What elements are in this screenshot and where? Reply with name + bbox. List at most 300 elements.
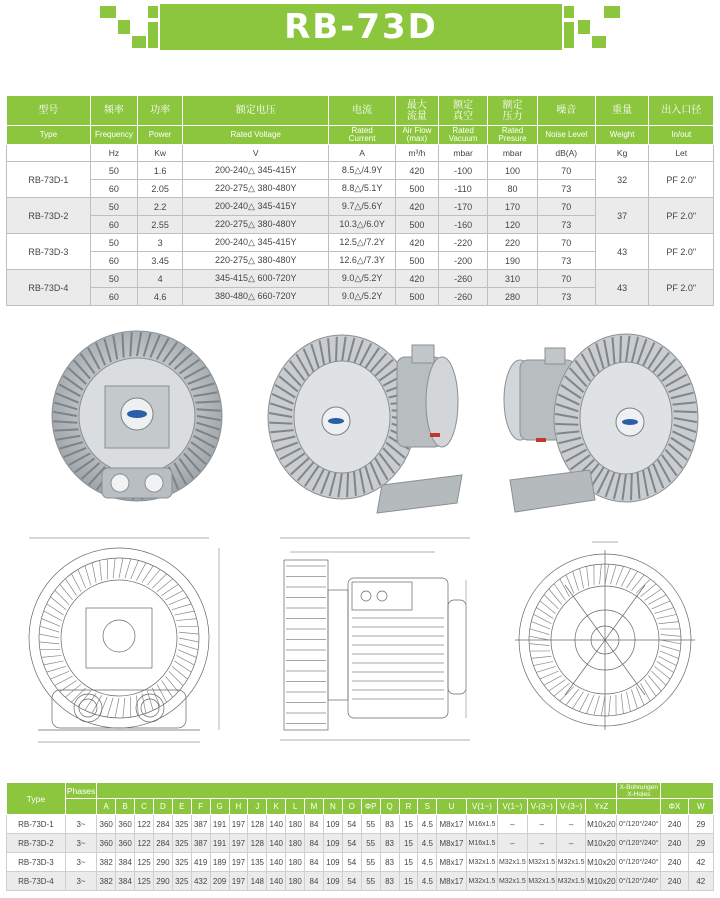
spec-unit-cell: A — [329, 145, 396, 162]
dim-cell: 325 — [172, 834, 191, 853]
fin-line — [674, 411, 697, 412]
dim-cell: 128 — [248, 834, 267, 853]
dim-col-header: E — [172, 799, 191, 815]
dim-col-header: F — [191, 799, 210, 815]
spec-type-cell: RB-73D-2 — [7, 198, 91, 234]
spec-cell-power: 2.05 — [138, 180, 183, 198]
spec-body — [7, 162, 714, 306]
dim-cell: M32x1.5 — [556, 853, 585, 872]
spec-cell-noise: 73 — [537, 216, 595, 234]
spec-header-en-cell: Rated Current — [329, 126, 396, 145]
spec-cell-vacuum: -200 — [438, 252, 487, 270]
fin-line — [336, 337, 337, 362]
fin-line — [659, 622, 679, 624]
dim-header-top — [7, 783, 714, 799]
fin-line — [50, 671, 69, 679]
fin-line — [176, 619, 196, 621]
spec-cell-pressure: 220 — [488, 234, 537, 252]
spec-cell-current: 9.0△/5.2Y — [329, 288, 396, 306]
spec-cell-pressure: 190 — [488, 252, 537, 270]
fin-line — [654, 608, 673, 614]
fin-line — [610, 565, 616, 584]
spec-cell-current: 9.0△/5.2Y — [329, 270, 396, 288]
dim-cell: 360 — [116, 815, 135, 834]
spec-header-zh-cell: 额定 压力 — [488, 96, 537, 126]
dim-col-header: S — [418, 799, 437, 815]
dim-col-header: A — [97, 799, 116, 815]
spec-unit-cell: mbar — [488, 145, 537, 162]
spec-cell-pressure: 310 — [488, 270, 537, 288]
spec-header-zh-cell: 电流 — [329, 96, 396, 126]
spec-header-en-cell: Rated Vacuum — [438, 126, 487, 145]
dim-cell: – — [498, 815, 527, 834]
dim-cell: 325 — [172, 872, 191, 891]
spec-row — [7, 270, 714, 288]
spec-cell-flow: 500 — [395, 288, 438, 306]
dim-cell: 180 — [286, 834, 305, 853]
fin-line — [601, 696, 605, 716]
spec-cell-pressure: 80 — [488, 180, 537, 198]
fin-line — [122, 333, 123, 357]
fin-line — [119, 558, 123, 578]
dim-header-spacer — [97, 783, 617, 799]
fin-line — [660, 651, 679, 659]
dim-type-cell: RB-73D-1 — [7, 815, 66, 834]
dim-cell: 15 — [399, 834, 418, 853]
dim-col-header: B — [116, 799, 135, 815]
dim-col-header: M — [305, 799, 324, 815]
decor-pixel — [100, 6, 116, 18]
dim-cell: 180 — [286, 815, 305, 834]
dim-cell: 180 — [286, 853, 305, 872]
spec-unit-cell: Hz — [90, 145, 137, 162]
dim-cell: 360 — [97, 815, 116, 834]
dim-cell: 284 — [153, 834, 172, 853]
spec-header-en-cell: Air Flow (max) — [395, 126, 438, 145]
dim-cell: 387 — [191, 815, 210, 834]
fin-line — [41, 655, 61, 657]
spec-inout-cell: PF 2.0" — [649, 270, 714, 306]
fin-line — [631, 473, 632, 500]
spec-cell-noise: 70 — [537, 234, 595, 252]
dim-cell: M32x1.5 — [466, 853, 497, 872]
spec-cell-noise: 70 — [537, 198, 595, 216]
dim-cell: 382 — [97, 872, 116, 891]
fin-line — [172, 604, 191, 610]
spec-cell-pressure: 280 — [488, 288, 537, 306]
fin-line — [131, 560, 139, 579]
dim-row — [7, 872, 714, 891]
dim-type-cell: RB-73D-2 — [7, 834, 66, 853]
spec-cell-voltage: 200-240△ 345-415Y — [183, 162, 329, 180]
decor-pixel — [118, 20, 130, 34]
spec-weight-cell: 43 — [595, 270, 649, 306]
page-title: RB-73D — [284, 7, 438, 47]
spec-cell-vacuum: -100 — [438, 162, 487, 180]
spec-row — [7, 162, 714, 180]
fin-line — [174, 611, 194, 615]
fin-line — [178, 650, 197, 658]
fin-line — [554, 683, 570, 696]
dim-cell: 4.5 — [418, 815, 437, 834]
spec-cell-freq: 50 — [90, 198, 137, 216]
spec-cell-voltage: 220-275△ 380-480Y — [183, 216, 329, 234]
dim-cell: M32x1.5 — [498, 872, 527, 891]
spec-cell-current: 9.7△/5.6Y — [329, 198, 396, 216]
spec-cell-freq: 60 — [90, 252, 137, 270]
fin-line — [157, 684, 167, 702]
dim-cell: 382 — [97, 853, 116, 872]
fin-line — [573, 571, 579, 590]
spec-cell-voltage: 380-480△ 660-720Y — [183, 288, 329, 306]
spec-cell-power: 3 — [138, 234, 183, 252]
spec-type-cell: RB-73D-4 — [7, 270, 91, 306]
spec-cell-freq: 60 — [90, 288, 137, 306]
dim-col-header: Q — [380, 799, 399, 815]
dim-cell: 128 — [248, 815, 267, 834]
fin-line — [44, 661, 64, 665]
dim-cell: 197 — [229, 815, 248, 834]
fin-line — [169, 597, 188, 605]
spec-cell-current: 12.6△/7.3Y — [329, 252, 396, 270]
spec-cell-power: 2.2 — [138, 198, 183, 216]
dim-cell: M8x17 — [437, 872, 466, 891]
fin-line — [544, 595, 558, 609]
dim-col-header: N — [323, 799, 342, 815]
dim-col-header: J — [248, 799, 267, 815]
dim-col-header: V(1~) — [498, 799, 527, 815]
dim-col-header: O — [342, 799, 361, 815]
spec-cell-freq: 50 — [90, 162, 137, 180]
fin-line — [176, 655, 194, 665]
dim-cell: 419 — [191, 853, 210, 872]
dim-cell: 29 — [688, 834, 713, 853]
spec-cell-flow: 500 — [395, 216, 438, 234]
spec-header-zh-cell: 额定 真空 — [438, 96, 487, 126]
spec-inout-cell: PF 2.0" — [649, 162, 714, 198]
dim-cell: 83 — [380, 853, 399, 872]
fin-line — [54, 429, 78, 430]
dim-col-header: W — [688, 799, 713, 815]
fin-line — [123, 698, 125, 718]
spec-cell-current: 10.3△/6.0Y — [329, 216, 396, 234]
dim-cell: 290 — [153, 872, 172, 891]
spec-unit-cell: Kg — [595, 145, 649, 162]
spec-unit-cell — [7, 145, 91, 162]
dim-cell: 384 — [116, 853, 135, 872]
dim-cell: M8x17 — [437, 815, 466, 834]
dim-cell: 240 — [661, 872, 688, 891]
spec-header-en-cell: Frequency — [90, 126, 137, 145]
dim-cell: 42 — [688, 872, 713, 891]
dim-type-header: Type — [7, 783, 66, 815]
drawing-rear-view — [510, 530, 710, 745]
dim-cell: 84 — [305, 815, 324, 834]
dim-header-spacer — [661, 783, 714, 799]
dim-cell: M16x1.5 — [466, 815, 497, 834]
spec-header-en-cell: In/out — [649, 126, 714, 145]
spec-cell-freq: 50 — [90, 234, 137, 252]
dim-phases-spacer — [65, 799, 96, 815]
drawing-front-view — [14, 530, 236, 750]
spec-cell-current: 8.5△/4.9Y — [329, 162, 396, 180]
spec-unit-cell: dB(A) — [537, 145, 595, 162]
dim-cell: 240 — [661, 815, 688, 834]
fin-line — [531, 656, 551, 658]
decor-pixel — [592, 36, 606, 48]
spec-cell-flow: 420 — [395, 162, 438, 180]
spec-cell-pressure: 170 — [488, 198, 537, 216]
dim-cell: 360 — [116, 834, 135, 853]
dim-cell: M32x1.5 — [527, 872, 556, 891]
fin-line — [47, 666, 66, 672]
spec-header-zh-cell: 噪音 — [537, 96, 595, 126]
spec-table — [6, 95, 714, 306]
fin-line — [555, 424, 578, 425]
dim-cell: 109 — [323, 815, 342, 834]
dim-cell: 55 — [361, 872, 380, 891]
spec-cell-pressure: 100 — [488, 162, 537, 180]
dim-cell: 4.5 — [418, 834, 437, 853]
spec-cell-power: 3.45 — [138, 252, 183, 270]
spec-cell-voltage: 200-240△ 345-415Y — [183, 198, 329, 216]
dim-cell: M8x17 — [437, 834, 466, 853]
fin-line — [40, 626, 59, 632]
fin-line — [165, 590, 183, 600]
dim-cell: M8x17 — [437, 853, 466, 872]
spec-cell-vacuum: -220 — [438, 234, 487, 252]
fin-line — [55, 676, 73, 686]
spec-header-en-cell: Rated Voltage — [183, 126, 329, 145]
fin-line — [39, 634, 59, 638]
fin-line — [566, 575, 574, 594]
fin-line — [136, 563, 146, 581]
spec-cell-power: 4.6 — [138, 288, 183, 306]
fin-line — [600, 564, 602, 584]
fin-line — [179, 632, 199, 634]
dim-col-header: V(1~) — [466, 799, 497, 815]
dim-cell: M10x20 — [586, 834, 617, 853]
dim-cell: 140 — [267, 853, 286, 872]
fin-line — [125, 559, 131, 578]
fin-line — [586, 695, 594, 714]
spec-header-zh-cell: 最大 流量 — [395, 96, 438, 126]
decor-pixel — [148, 22, 158, 48]
spec-cell-vacuum: -170 — [438, 198, 487, 216]
dim-cell: 0°/120°/240° — [617, 872, 661, 891]
spec-inout-cell: PF 2.0" — [649, 234, 714, 270]
dim-cell: – — [556, 815, 585, 834]
dim-cell: 240 — [661, 853, 688, 872]
fin-line — [648, 676, 661, 692]
spec-cell-vacuum: -160 — [438, 216, 487, 234]
spec-cell-vacuum: -260 — [438, 288, 487, 306]
spec-header-en — [7, 126, 714, 145]
spec-cell-noise: 70 — [537, 162, 595, 180]
fin-line — [39, 642, 59, 644]
spec-unit-cell: Let — [649, 145, 714, 162]
dim-cell: 15 — [399, 815, 418, 834]
dim-col-header: H — [229, 799, 248, 815]
dim-col-header: YxZ — [586, 799, 617, 815]
spec-header-en-cell: Noise Level — [537, 126, 595, 145]
fin-line — [641, 584, 657, 597]
spec-cell-flow: 420 — [395, 270, 438, 288]
spec-unit-cell: V — [183, 145, 329, 162]
spec-cell-flow: 420 — [395, 198, 438, 216]
spec-cell-flow: 500 — [395, 252, 438, 270]
dim-phases-cell: 3~ — [65, 872, 96, 891]
spec-cell-voltage: 220-275△ 380-480Y — [183, 252, 329, 270]
dim-cell: 384 — [116, 872, 135, 891]
dim-row — [7, 834, 714, 853]
dim-row — [7, 815, 714, 834]
spec-type-cell: RB-73D-3 — [7, 234, 91, 270]
spec-unit-cell: mbar — [438, 145, 487, 162]
fin-line — [636, 579, 650, 593]
spec-header-zh-cell: 额定电压 — [183, 96, 329, 126]
spec-units-row — [7, 145, 714, 162]
fin-line — [78, 569, 86, 588]
spec-cell-vacuum: -110 — [438, 180, 487, 198]
decor-pixel — [578, 20, 590, 34]
page-header — [0, 0, 720, 60]
spec-cell-current: 8.8△/5.1Y — [329, 180, 396, 198]
blower-photo-angle-right — [500, 330, 700, 520]
dim-cell: 240 — [661, 834, 688, 853]
dim-header-cols — [7, 799, 714, 815]
fin-line — [536, 666, 555, 672]
fin-line — [99, 697, 107, 716]
dim-cell: – — [498, 834, 527, 853]
dim-cell: 0°/120°/240° — [617, 853, 661, 872]
fin-line — [657, 614, 677, 618]
fin-line — [529, 636, 549, 640]
dim-col-header: D — [153, 799, 172, 815]
dim-cell: M32x1.5 — [466, 872, 497, 891]
dim-cell: 84 — [305, 872, 324, 891]
dim-cell: 54 — [342, 834, 361, 853]
dim-col-header: R — [399, 799, 418, 815]
spec-header-en-cell: Power — [138, 126, 183, 145]
dim-type-cell: RB-73D-3 — [7, 853, 66, 872]
decor-pixel — [132, 36, 146, 48]
dim-phases-cell: 3~ — [65, 834, 96, 853]
spec-header-zh — [7, 96, 714, 126]
dim-row — [7, 853, 714, 872]
spec-header-en-cell: Rated Presure — [488, 126, 537, 145]
fin-line — [533, 661, 553, 665]
fin-line — [652, 601, 671, 609]
dim-cell: 55 — [361, 834, 380, 853]
fin-line — [631, 689, 637, 708]
dim-cell: 191 — [210, 815, 229, 834]
dim-cell: 432 — [191, 872, 210, 891]
fin-line — [107, 698, 113, 717]
spec-inout-cell: PF 2.0" — [649, 198, 714, 234]
dim-col-header: L — [286, 799, 305, 815]
fin-line — [661, 640, 681, 644]
dim-cell: 209 — [210, 872, 229, 891]
spec-cell-flow: 420 — [395, 234, 438, 252]
dim-col-header: K — [267, 799, 286, 815]
spec-header-zh-cell: 出入口径 — [649, 96, 714, 126]
dim-cell: 54 — [342, 853, 361, 872]
dim-cell: 135 — [248, 853, 267, 872]
dim-cell: 125 — [135, 872, 154, 891]
spec-header-zh-cell: 频率 — [90, 96, 137, 126]
fin-line — [269, 423, 292, 424]
spec-cell-power: 2.55 — [138, 216, 183, 234]
fin-line — [529, 644, 549, 646]
spec-cell-freq: 60 — [90, 216, 137, 234]
fin-line — [92, 563, 96, 583]
fin-line — [620, 336, 621, 363]
spec-weight-cell: 32 — [595, 162, 649, 198]
dim-cell: 15 — [399, 853, 418, 872]
dim-cell: M10x20 — [586, 872, 617, 891]
dim-cell: 387 — [191, 834, 210, 853]
dim-cell: – — [527, 815, 556, 834]
fin-line — [195, 401, 219, 402]
dim-cell: 290 — [153, 853, 172, 872]
dim-cell: 122 — [135, 834, 154, 853]
dim-col-header — [617, 799, 661, 815]
dim-cell: 55 — [361, 815, 380, 834]
fin-line — [661, 645, 680, 651]
dim-cell: M10x20 — [586, 815, 617, 834]
fin-line — [587, 566, 589, 586]
spec-weight-cell: 37 — [595, 198, 649, 234]
spec-cell-freq: 60 — [90, 180, 137, 198]
dim-cell: 55 — [361, 853, 380, 872]
decor-pixel — [564, 6, 574, 18]
blower-photo-front — [30, 328, 245, 513]
dim-cell: 109 — [323, 853, 342, 872]
dim-cell: 191 — [210, 834, 229, 853]
spec-type-cell: RB-73D-1 — [7, 162, 91, 198]
dim-cell: 109 — [323, 834, 342, 853]
dim-cell: 42 — [688, 853, 713, 872]
dim-cell: 140 — [267, 872, 286, 891]
dim-cell: 197 — [229, 853, 248, 872]
dim-cell: 54 — [342, 815, 361, 834]
dim-cell: 84 — [305, 853, 324, 872]
dim-cell: 29 — [688, 815, 713, 834]
fin-line — [540, 671, 559, 679]
dim-cell: 140 — [267, 815, 286, 834]
dim-cell: 4.5 — [418, 872, 437, 891]
dim-cell: 325 — [172, 815, 191, 834]
dim-cell: 189 — [210, 853, 229, 872]
spec-header-zh-cell: 功率 — [138, 96, 183, 126]
dim-cell: 15 — [399, 872, 418, 891]
fin-line — [609, 696, 611, 716]
fin-line — [100, 560, 102, 580]
dim-cell: M10x20 — [586, 853, 617, 872]
dim-cell: – — [527, 834, 556, 853]
dim-cell: 122 — [135, 815, 154, 834]
spec-cell-pressure: 120 — [488, 216, 537, 234]
spec-cell-noise: 73 — [537, 180, 595, 198]
decor-pixel — [564, 22, 574, 48]
blower-photo-angle-left — [262, 325, 467, 520]
fin-line — [661, 635, 681, 637]
fin-line — [530, 629, 549, 635]
dim-cell: 125 — [135, 853, 154, 872]
dim-cell: 4.5 — [418, 853, 437, 872]
dim-cell: M32x1.5 — [498, 853, 527, 872]
